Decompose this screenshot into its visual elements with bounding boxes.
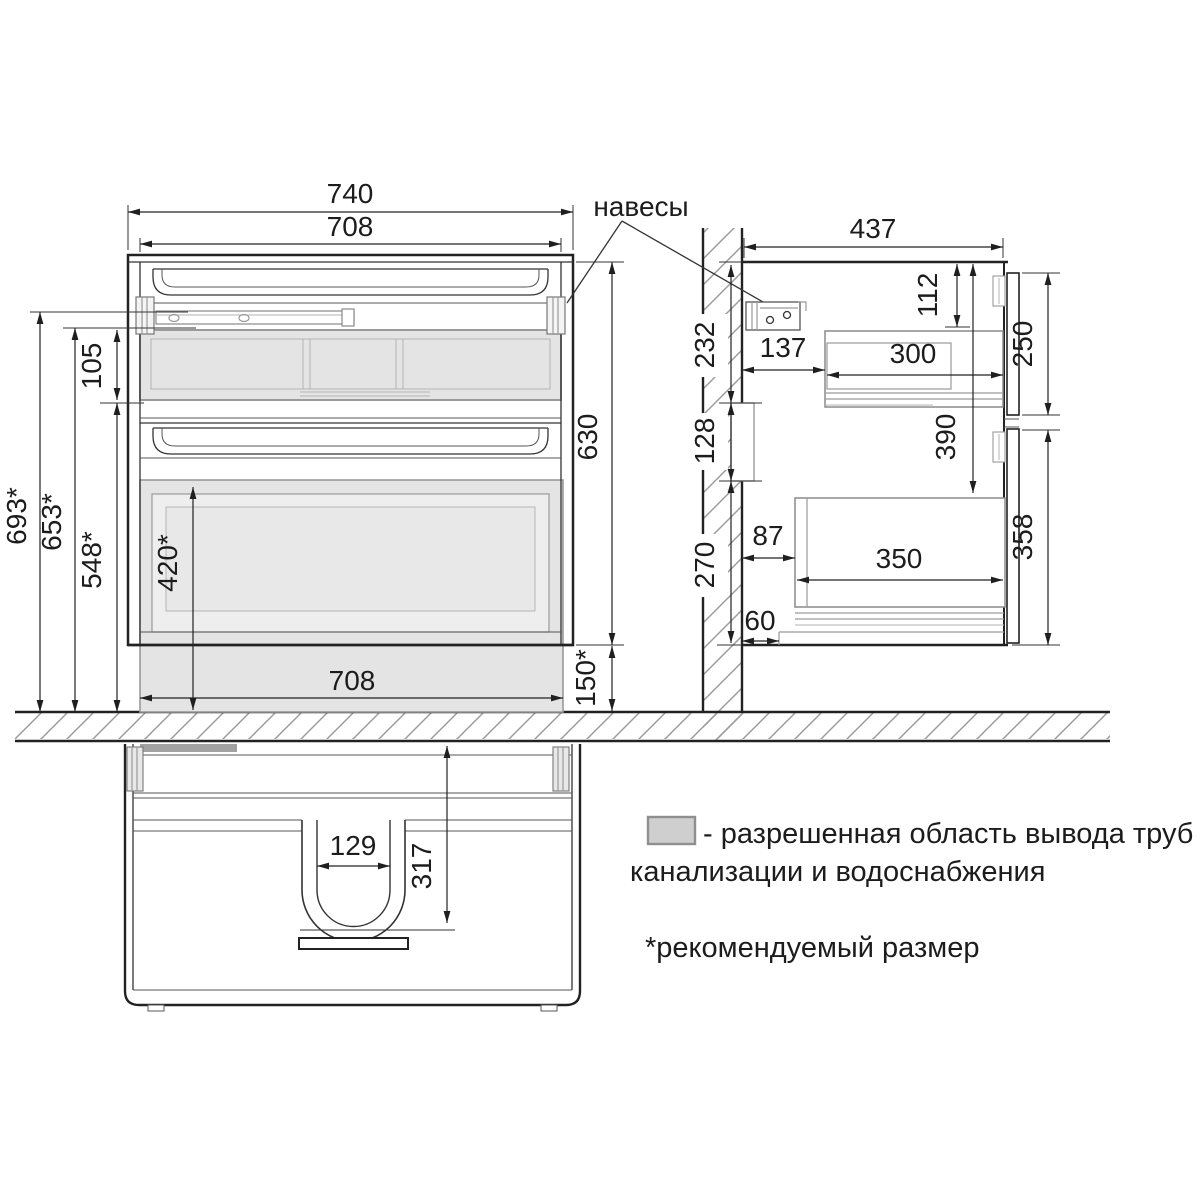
- dim-zone2-height: 420*: [152, 534, 183, 592]
- floor-section: [15, 712, 1110, 741]
- dim-zone1-height: 105: [76, 342, 107, 390]
- dim-drawer2-offset: 87: [752, 520, 784, 551]
- wall-section: [703, 228, 742, 740]
- plan-slide-right: [553, 747, 569, 791]
- dim-bottom-clearance: 150*: [570, 649, 601, 707]
- dim-width-total: 740: [326, 178, 374, 209]
- back-panel-inner: [166, 507, 535, 611]
- plan-foot-right: [541, 1005, 557, 1011]
- dim-hanger-offset: 137: [759, 332, 807, 363]
- dim-drawer1-depth: 300: [889, 338, 937, 369]
- plan-pipe-zone-strip: [140, 744, 237, 752]
- dim-wall-zone-bottom: 270: [689, 541, 720, 589]
- plan-outline: [125, 744, 580, 1005]
- floor-hatch: [15, 712, 1110, 739]
- side-handle-top: [993, 276, 1005, 306]
- dim-front-drop: 390: [930, 413, 961, 461]
- wall-hatch: [703, 228, 742, 740]
- dim-wall-zone-top: 232: [689, 321, 720, 369]
- dim-zone1-bottom: 548*: [76, 531, 107, 589]
- dim-top-front-offset: 112: [912, 272, 943, 318]
- dim-drawer2-depth: 350: [875, 543, 923, 574]
- side-handle-bottom: [993, 432, 1005, 462]
- dim-slot-width: 129: [329, 830, 377, 861]
- hanger-right: [547, 297, 565, 334]
- dim-zone-width: 708: [328, 665, 376, 696]
- plan-slide-left: [127, 747, 143, 791]
- dim-toe-offset: 60: [744, 605, 776, 636]
- dim-zone1-top: 653*: [36, 493, 67, 551]
- dim-front1-height: 250: [1007, 320, 1038, 368]
- dim-rail-height: 693*: [1, 487, 32, 545]
- dim-cabinet-height: 630: [572, 413, 603, 461]
- hangers-label: навесы: [593, 191, 689, 222]
- legend-swatch: [648, 817, 695, 844]
- wall-pipe-zone: [731, 403, 754, 481]
- dim-wall-zone-mid: 128: [689, 417, 720, 465]
- dim-front2-height: 358: [1007, 513, 1038, 561]
- dim-slot-depth: 317: [406, 842, 437, 890]
- wall-bracket: [746, 302, 806, 330]
- legend-line2: канализации и водоснабжения: [630, 856, 1046, 888]
- legend-footnote: *рекомендуемый размер: [645, 932, 980, 964]
- legend-line1: - разрешенная область вывода труб: [703, 818, 1194, 850]
- dim-depth: 437: [849, 213, 897, 244]
- plan-foot-left: [148, 1005, 164, 1011]
- plan-view: [125, 744, 580, 1011]
- dim-width-inner: 708: [326, 211, 374, 242]
